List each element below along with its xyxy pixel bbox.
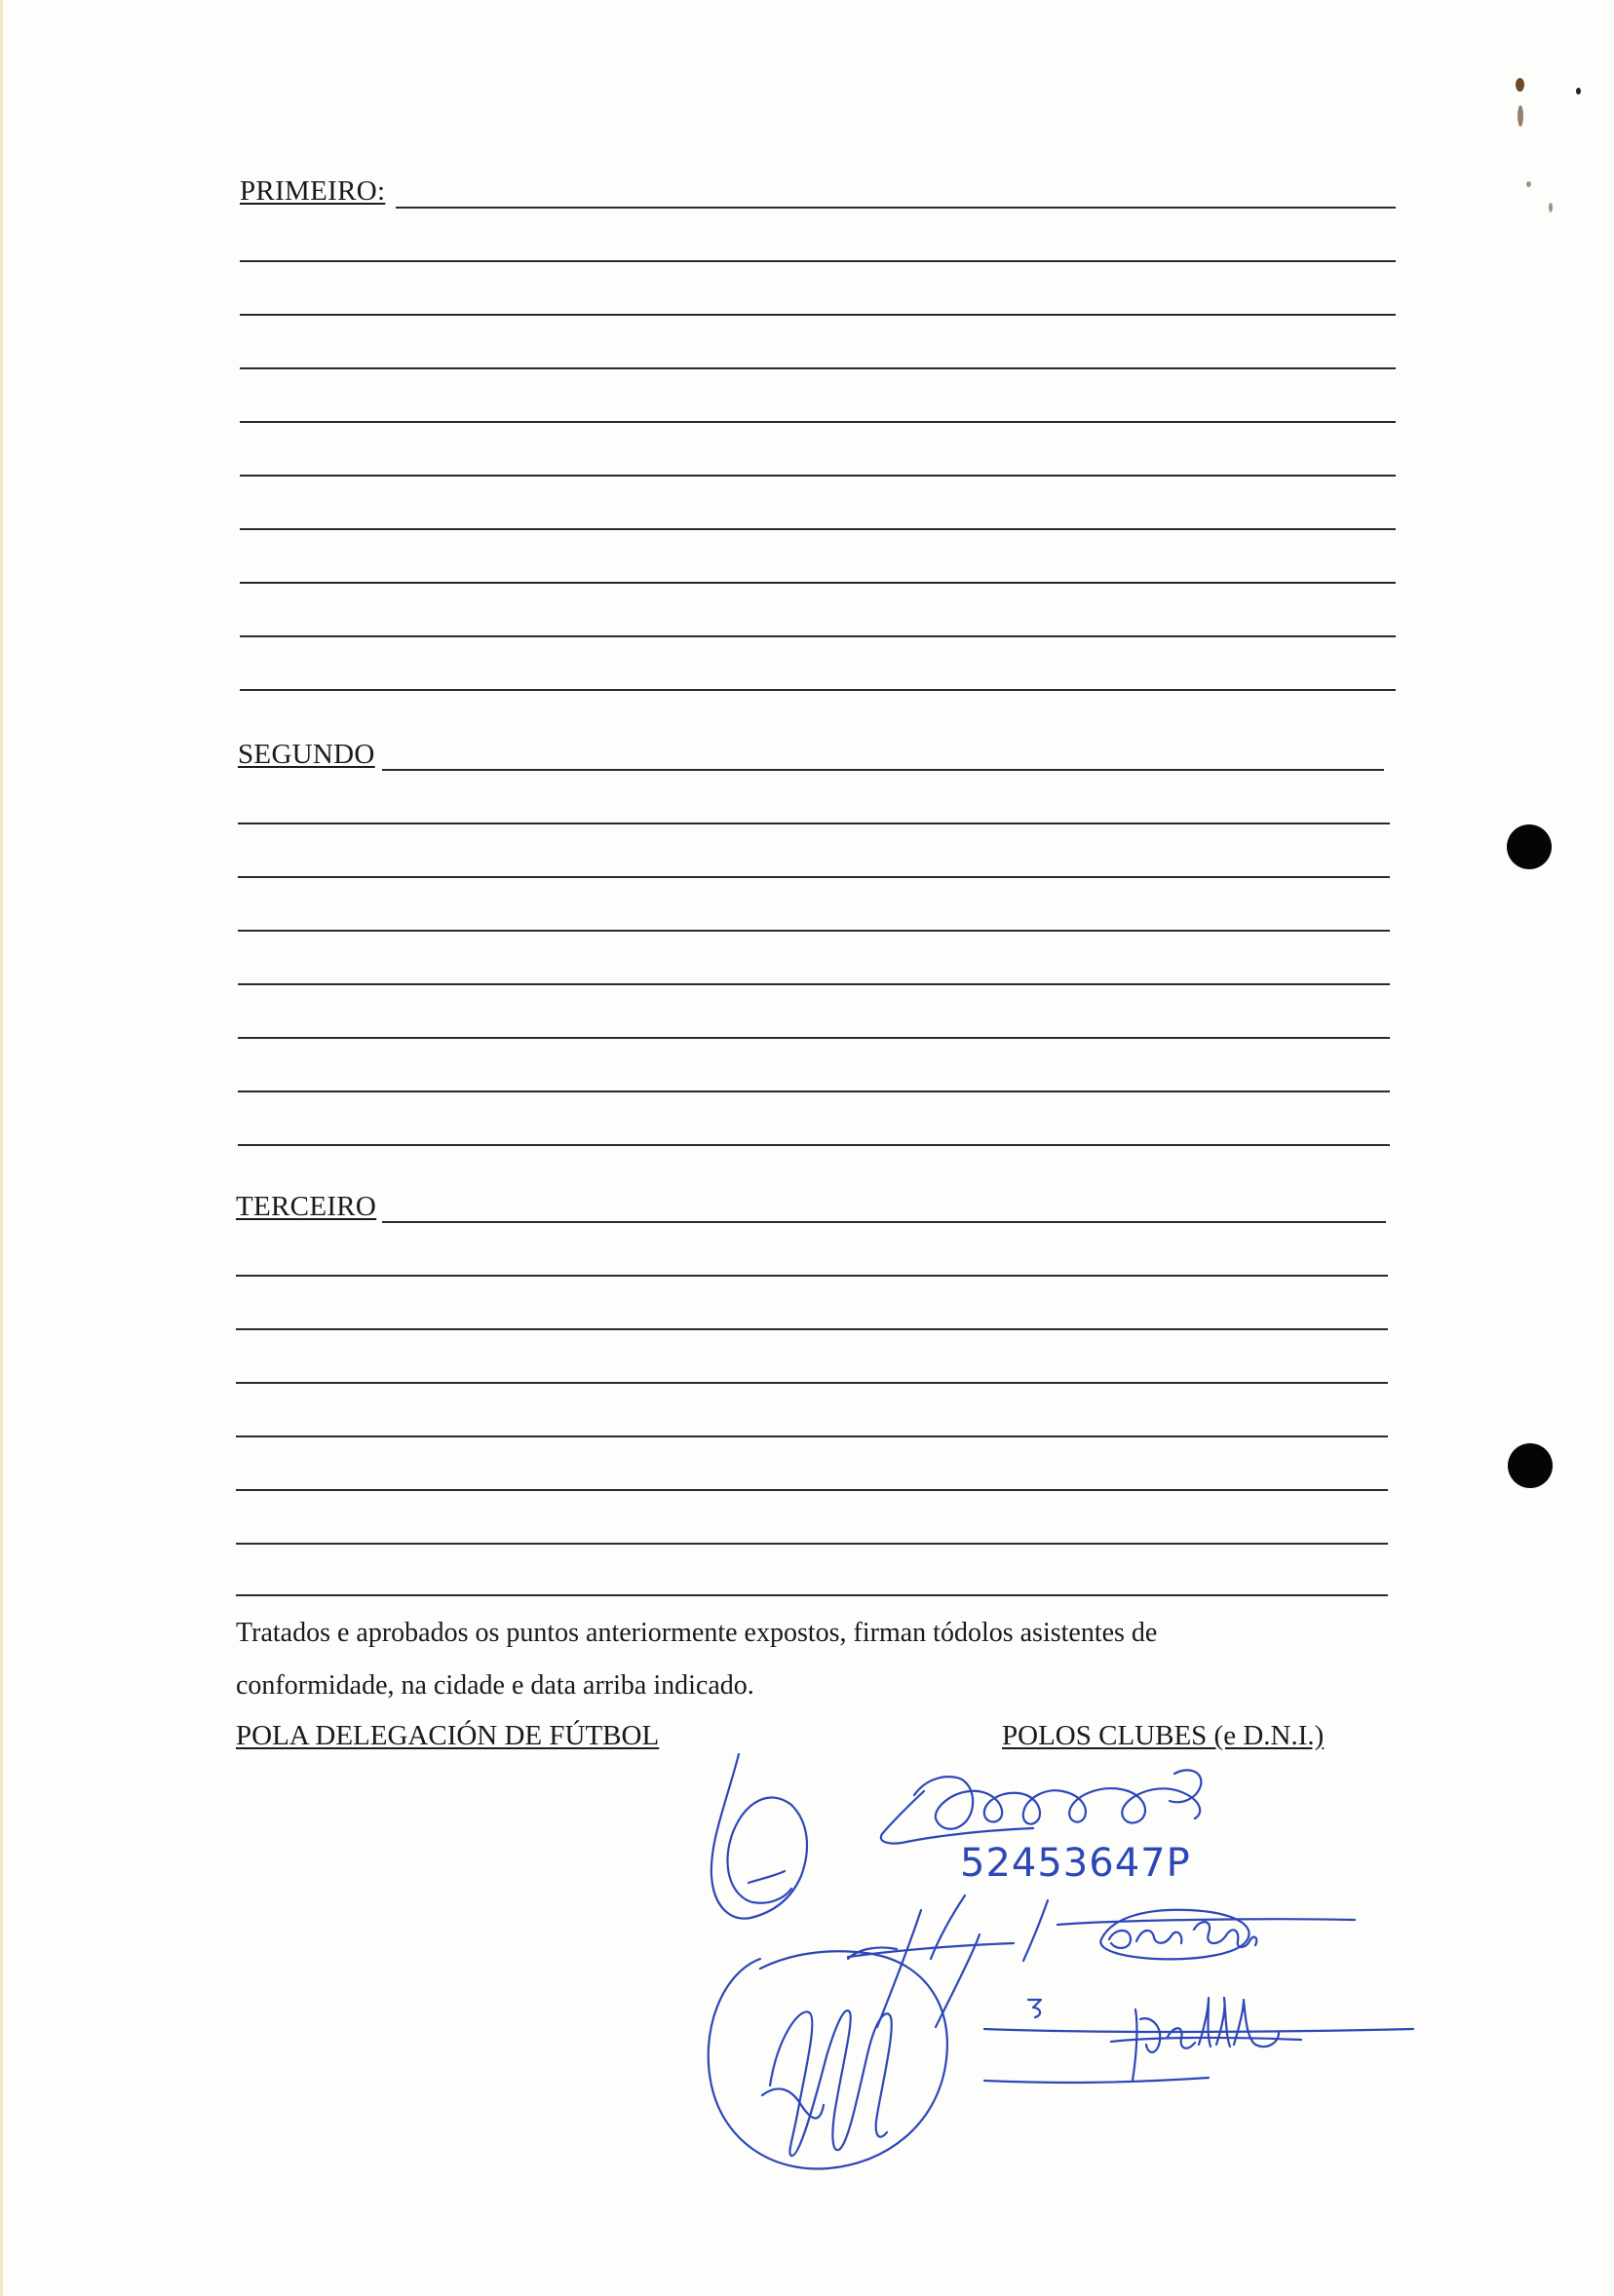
terceiro-line-4	[236, 1382, 1388, 1384]
closing-line-2: conformidade, na cidade e data arriba indicado.	[236, 1670, 754, 1701]
terceiro-line-6	[236, 1489, 1388, 1491]
terceiro-line-2	[236, 1275, 1388, 1277]
stain-mark	[1516, 78, 1524, 92]
closing-paragraph	[236, 1607, 1390, 1712]
primeiro-line-5	[240, 421, 1396, 423]
terceiro-line-3	[236, 1328, 1388, 1330]
clubs-signature-heading: POLOS CLUBES (e D.N.I.)	[1002, 1720, 1325, 1751]
page-edge	[0, 0, 3, 2296]
primeiro-line-8	[240, 582, 1396, 584]
segundo-line-1	[382, 769, 1384, 771]
primeiro-line-9	[240, 635, 1396, 637]
club-signature-1	[881, 1770, 1202, 1886]
club-dni-number: 52453647P	[960, 1841, 1191, 1886]
club-signature-3	[984, 1998, 1413, 2083]
segundo-line-4	[238, 930, 1390, 932]
stain-mark	[1526, 181, 1531, 187]
primeiro-line-10	[240, 689, 1396, 691]
primeiro-line-1	[396, 207, 1396, 209]
primeiro-line-4	[240, 367, 1396, 369]
punch-hole-top	[1507, 824, 1552, 869]
primeiro-line-2	[240, 260, 1396, 262]
delegation-signature-heading: POLA DELEGACIÓN DE FÚTBOL	[236, 1720, 660, 1751]
terceiro-line-1	[382, 1221, 1386, 1223]
primeiro-line-3	[240, 314, 1396, 316]
primeiro-line-6	[240, 475, 1396, 477]
club-signature-4	[709, 1895, 980, 2168]
section-segundo-label: SEGUNDO	[238, 739, 375, 770]
primeiro-line-7	[240, 528, 1396, 530]
delegation-signature	[711, 1754, 807, 1919]
segundo-line-2	[238, 823, 1390, 824]
terceiro-line-5	[236, 1435, 1388, 1437]
terceiro-line-8	[236, 1594, 1388, 1596]
segundo-line-3	[238, 876, 1390, 878]
closing-line-1: Tratados e aprobados os puntos anteriormente expostos, firman tódolos asistentes de	[236, 1618, 1158, 1648]
segundo-line-6	[238, 1037, 1390, 1039]
club-signature-2	[848, 1900, 1355, 1961]
terceiro-line-7	[236, 1543, 1388, 1545]
segundo-line-7	[238, 1091, 1390, 1092]
stain-mark	[1576, 88, 1581, 95]
section-terceiro-label: TERCEIRO	[236, 1191, 377, 1222]
punch-hole-bottom	[1508, 1443, 1553, 1488]
segundo-line-5	[238, 983, 1390, 985]
section-primeiro-label: PRIMEIRO:	[240, 175, 386, 207]
stain-mark	[1518, 105, 1523, 127]
stain-mark	[1549, 203, 1553, 212]
segundo-line-8	[238, 1144, 1390, 1146]
